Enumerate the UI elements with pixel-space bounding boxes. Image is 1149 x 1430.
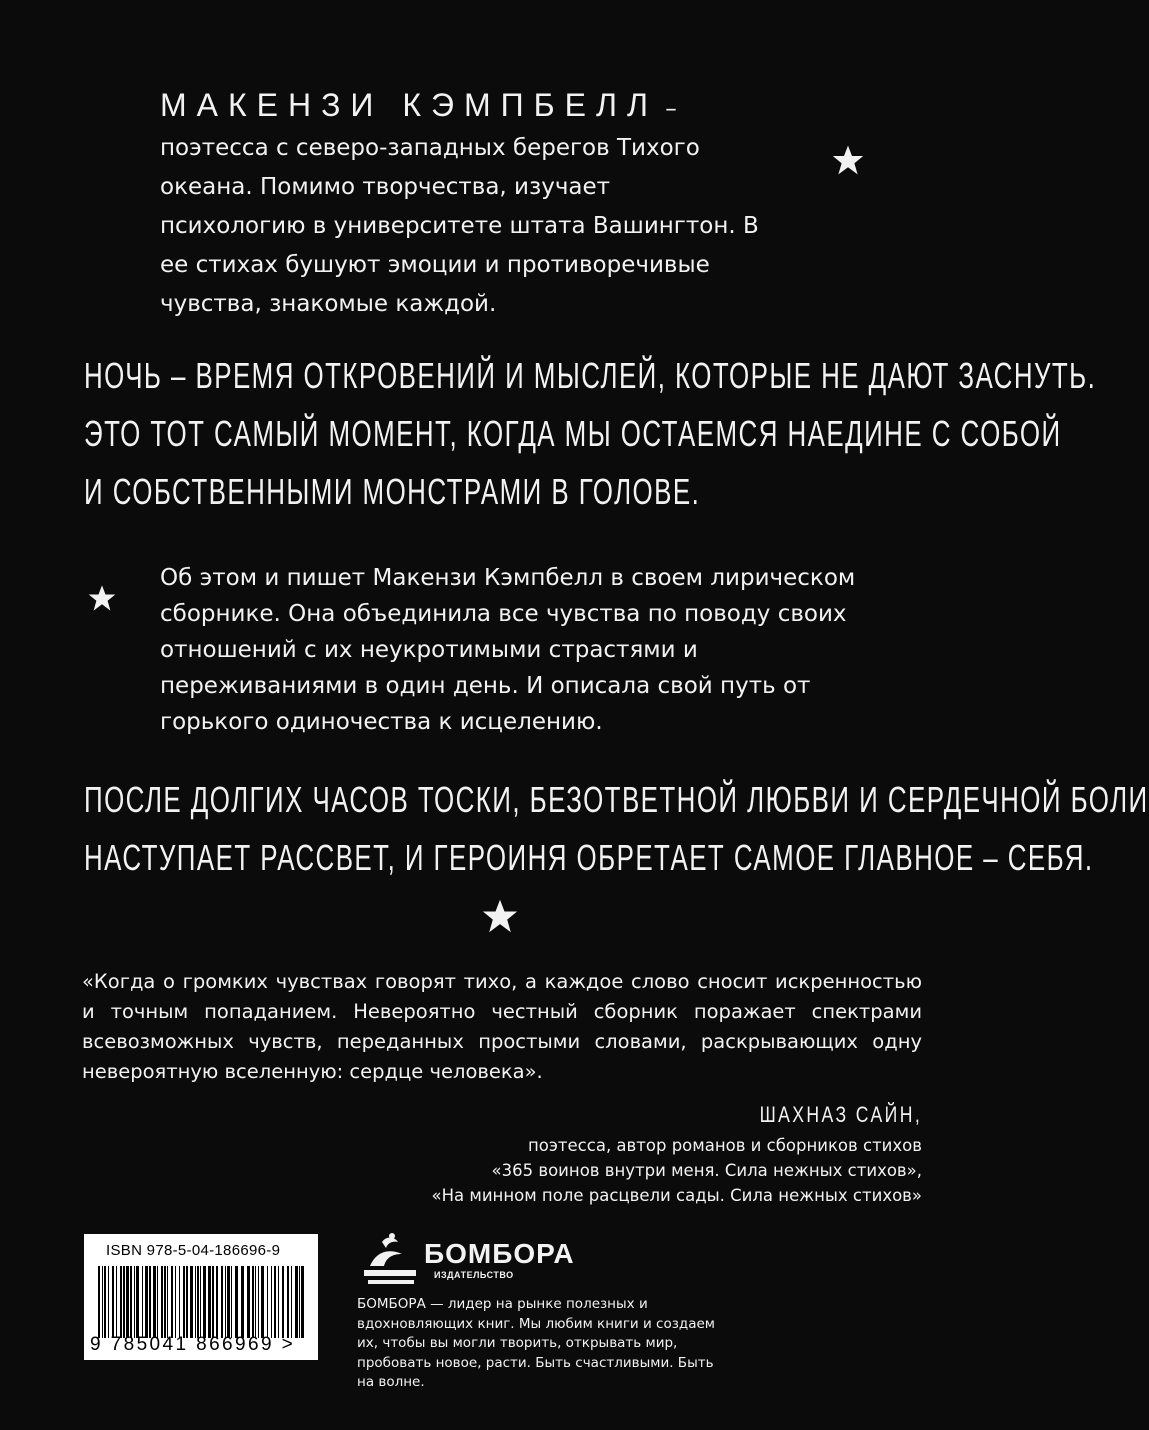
author-name: МАКЕНЗИ КЭМПБЕЛЛ bbox=[160, 87, 658, 123]
handwritten-block-2 bbox=[84, 771, 1149, 887]
star-icon bbox=[88, 584, 116, 612]
handwritten-line: НАСТУПАЕТ РАССВЕТ, И ГЕРОИНЯ ОБРЕТАЕТ САМОЕ ГЛАВНОЕ – СЕБЯ. bbox=[84, 837, 1094, 878]
publisher-name: БОМБОРА bbox=[424, 1238, 575, 1269]
publisher-logo bbox=[358, 1232, 575, 1288]
handwritten-line: ПОСЛЕ ДОЛГИХ ЧАСОВ ТОСКИ, БЕЗОТВЕТНОЙ ЛЮБВИ И СЕРДЕЧНОЙ БОЛИ bbox=[84, 779, 1149, 820]
barcode bbox=[84, 1234, 318, 1360]
handwritten-block-1 bbox=[84, 347, 1096, 521]
quote-author-book: «На минном поле расцвели сады. Сила нежных стихов» bbox=[431, 1186, 922, 1205]
quote-attribution bbox=[432, 1097, 922, 1208]
review-quote: «Когда о громких чувствах говорят тихо, а каждое слово сносит искренностью и точным попаданием. Невероятно честный сборник поражает спектрами всевозможных чувств, переданных простыми словами, раскрывающих одну невероятную вселенную: сердце человека». bbox=[82, 970, 922, 1083]
star-icon bbox=[832, 144, 864, 176]
star-icon bbox=[482, 898, 518, 934]
publisher-subtitle: ИЗДАТЕЛЬСТВО bbox=[434, 1270, 514, 1280]
handwritten-line: ЭТО ТОТ САМЫЙ МОМЕНТ, КОГДА МЫ ОСТАЕМСЯ НАЕДИНЕ С СОБОЙ bbox=[84, 413, 1062, 454]
author-bio bbox=[160, 86, 760, 324]
author-bio-text: – поэтесса с северо-западных берегов Тихого океана. Помимо творчества, изучает психологию в университете штата Вашингтон. В ее стихах бушуют эмоции и противоречивые чувства, знакомые каждой. bbox=[160, 96, 759, 317]
description: Об этом и пишет Макензи Кэмпбелл в своем лирическом сборнике. Она объединила все чувства по поводу своих отношений с их неукротимыми страстями и переживаниями в один день. И описала свой путь от горького одиночества к исцелению. bbox=[160, 565, 856, 735]
quote-author: ШАХНАЗ САЙН, bbox=[759, 1102, 922, 1127]
publisher-blurb: БОМБОРА — лидер на рынке полезных и вдохновляющих книг. Мы любим книги и создаем их, чтобы вы могли творить, открывать мир, пробовать новое, расти. Быть счастливыми. Быть на волне. bbox=[357, 1296, 715, 1390]
barcode-digits: 9 785041 866969 > bbox=[90, 1334, 296, 1355]
handwritten-line: И СОБСТВЕННЫМИ МОНСТРАМИ В ГОЛОВЕ. bbox=[84, 471, 701, 512]
quote-author-title: поэтесса, автор романов и сборников стихов bbox=[527, 1136, 922, 1155]
publisher-logo-icon bbox=[358, 1232, 420, 1286]
handwritten-line: НОЧЬ – ВРЕМЯ ОТКРОВЕНИЙ И МЫСЛЕЙ, КОТОРЫЕ НЕ ДАЮТ ЗАСНУТЬ. bbox=[84, 355, 1097, 396]
quote-author-book: «365 воинов внутри меня. Сила нежных стихов», bbox=[491, 1161, 922, 1180]
barcode-icon bbox=[96, 1266, 306, 1338]
isbn-label: ISBN 978-5-04-186696-9 bbox=[106, 1242, 281, 1259]
